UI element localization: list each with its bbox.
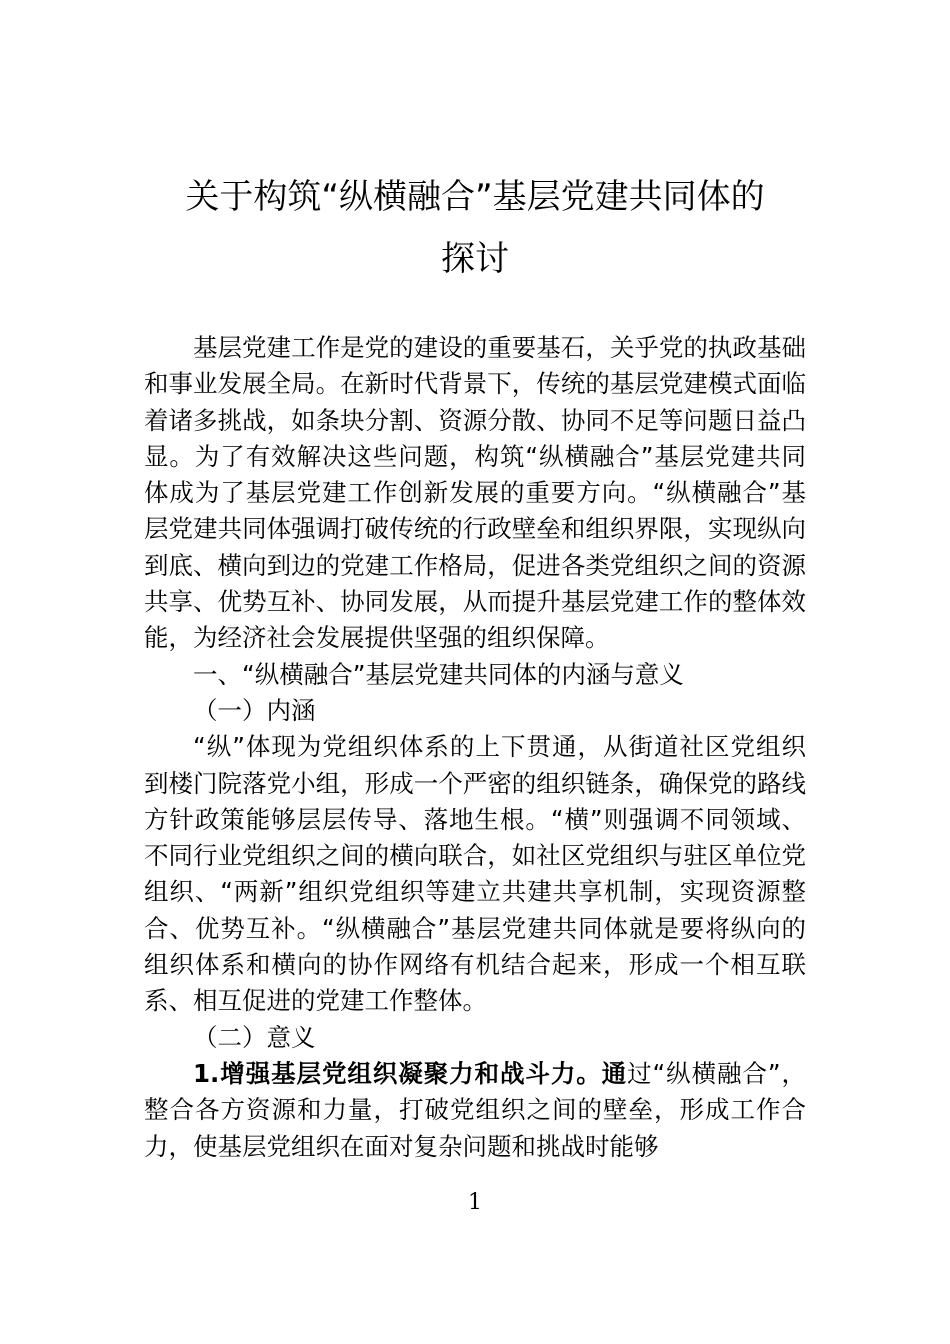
document-title (140, 166, 810, 290)
intro-paragraph: 基层党建工作是党的建设的重要基石，关乎党的执政基础和事业发展全局。在新时代背景下，传统的基层党建模式面临着诸多挑战，如条块分割、资源分散、协同不足等问题日益凸显。为了有效解决这些问题，构筑“纵横融合”基层党建共同体成为了基层党建工作创新发展的重要方向。“纵横融合”基层党建共同体强调打破传统的行政壁垒和组织界限，实现纵向到底、横向到边的党建工作格局，促进各类党组织之间的资源共享、优势互补、协同发展，从而提升基层党建工作的整体效能，为经济社会发展提供坚强的组织保障。 (144, 333, 806, 653)
section-1-heading: 一、“纵横融合”基层党建共同体的内涵与意义 (193, 659, 684, 689)
page-number: 1 (468, 1190, 482, 1215)
point-1-bold-lead: 1.增强基层党组织凝聚力和战斗力。通 (193, 1058, 628, 1088)
point-1-text: 过“纵横融合”，整合各方资源和力量，打破党组织之间的壁垒，形成工作合力，使基层党组织在面对复杂问题和挑战时能够 (144, 1058, 806, 1161)
connotation-paragraph: “纵”体现为党组织体系的上下贯通，从街道社区党组织到楼门院落党小组，形成一个严密的组织链条，确保党的路线方针政策能够层层传导、落地生根。“横”则强调不同领域、不同行业党组织之间的横向联合，如社区党组织与驻区单位党组织、“两新”组织党组织等建立共建共享机制，实现资源整合、优势互补。“纵横融合”基层党建共同体就是要将纵向的组织体系和横向的协作网络有机结合起来，形成一个相互联系、相互促进的党建工作整体。 (144, 732, 806, 1016)
subsection-2-heading: （二）意义 (193, 1022, 316, 1052)
title-line-2: 探讨 (441, 239, 509, 279)
point-1-paragraph (144, 1056, 806, 1165)
subsection-1-heading: （一）内涵 (193, 695, 316, 725)
document-body (144, 330, 806, 1165)
title-line-1: 关于构筑“纵横融合”基层党建共同体的 (185, 177, 765, 217)
